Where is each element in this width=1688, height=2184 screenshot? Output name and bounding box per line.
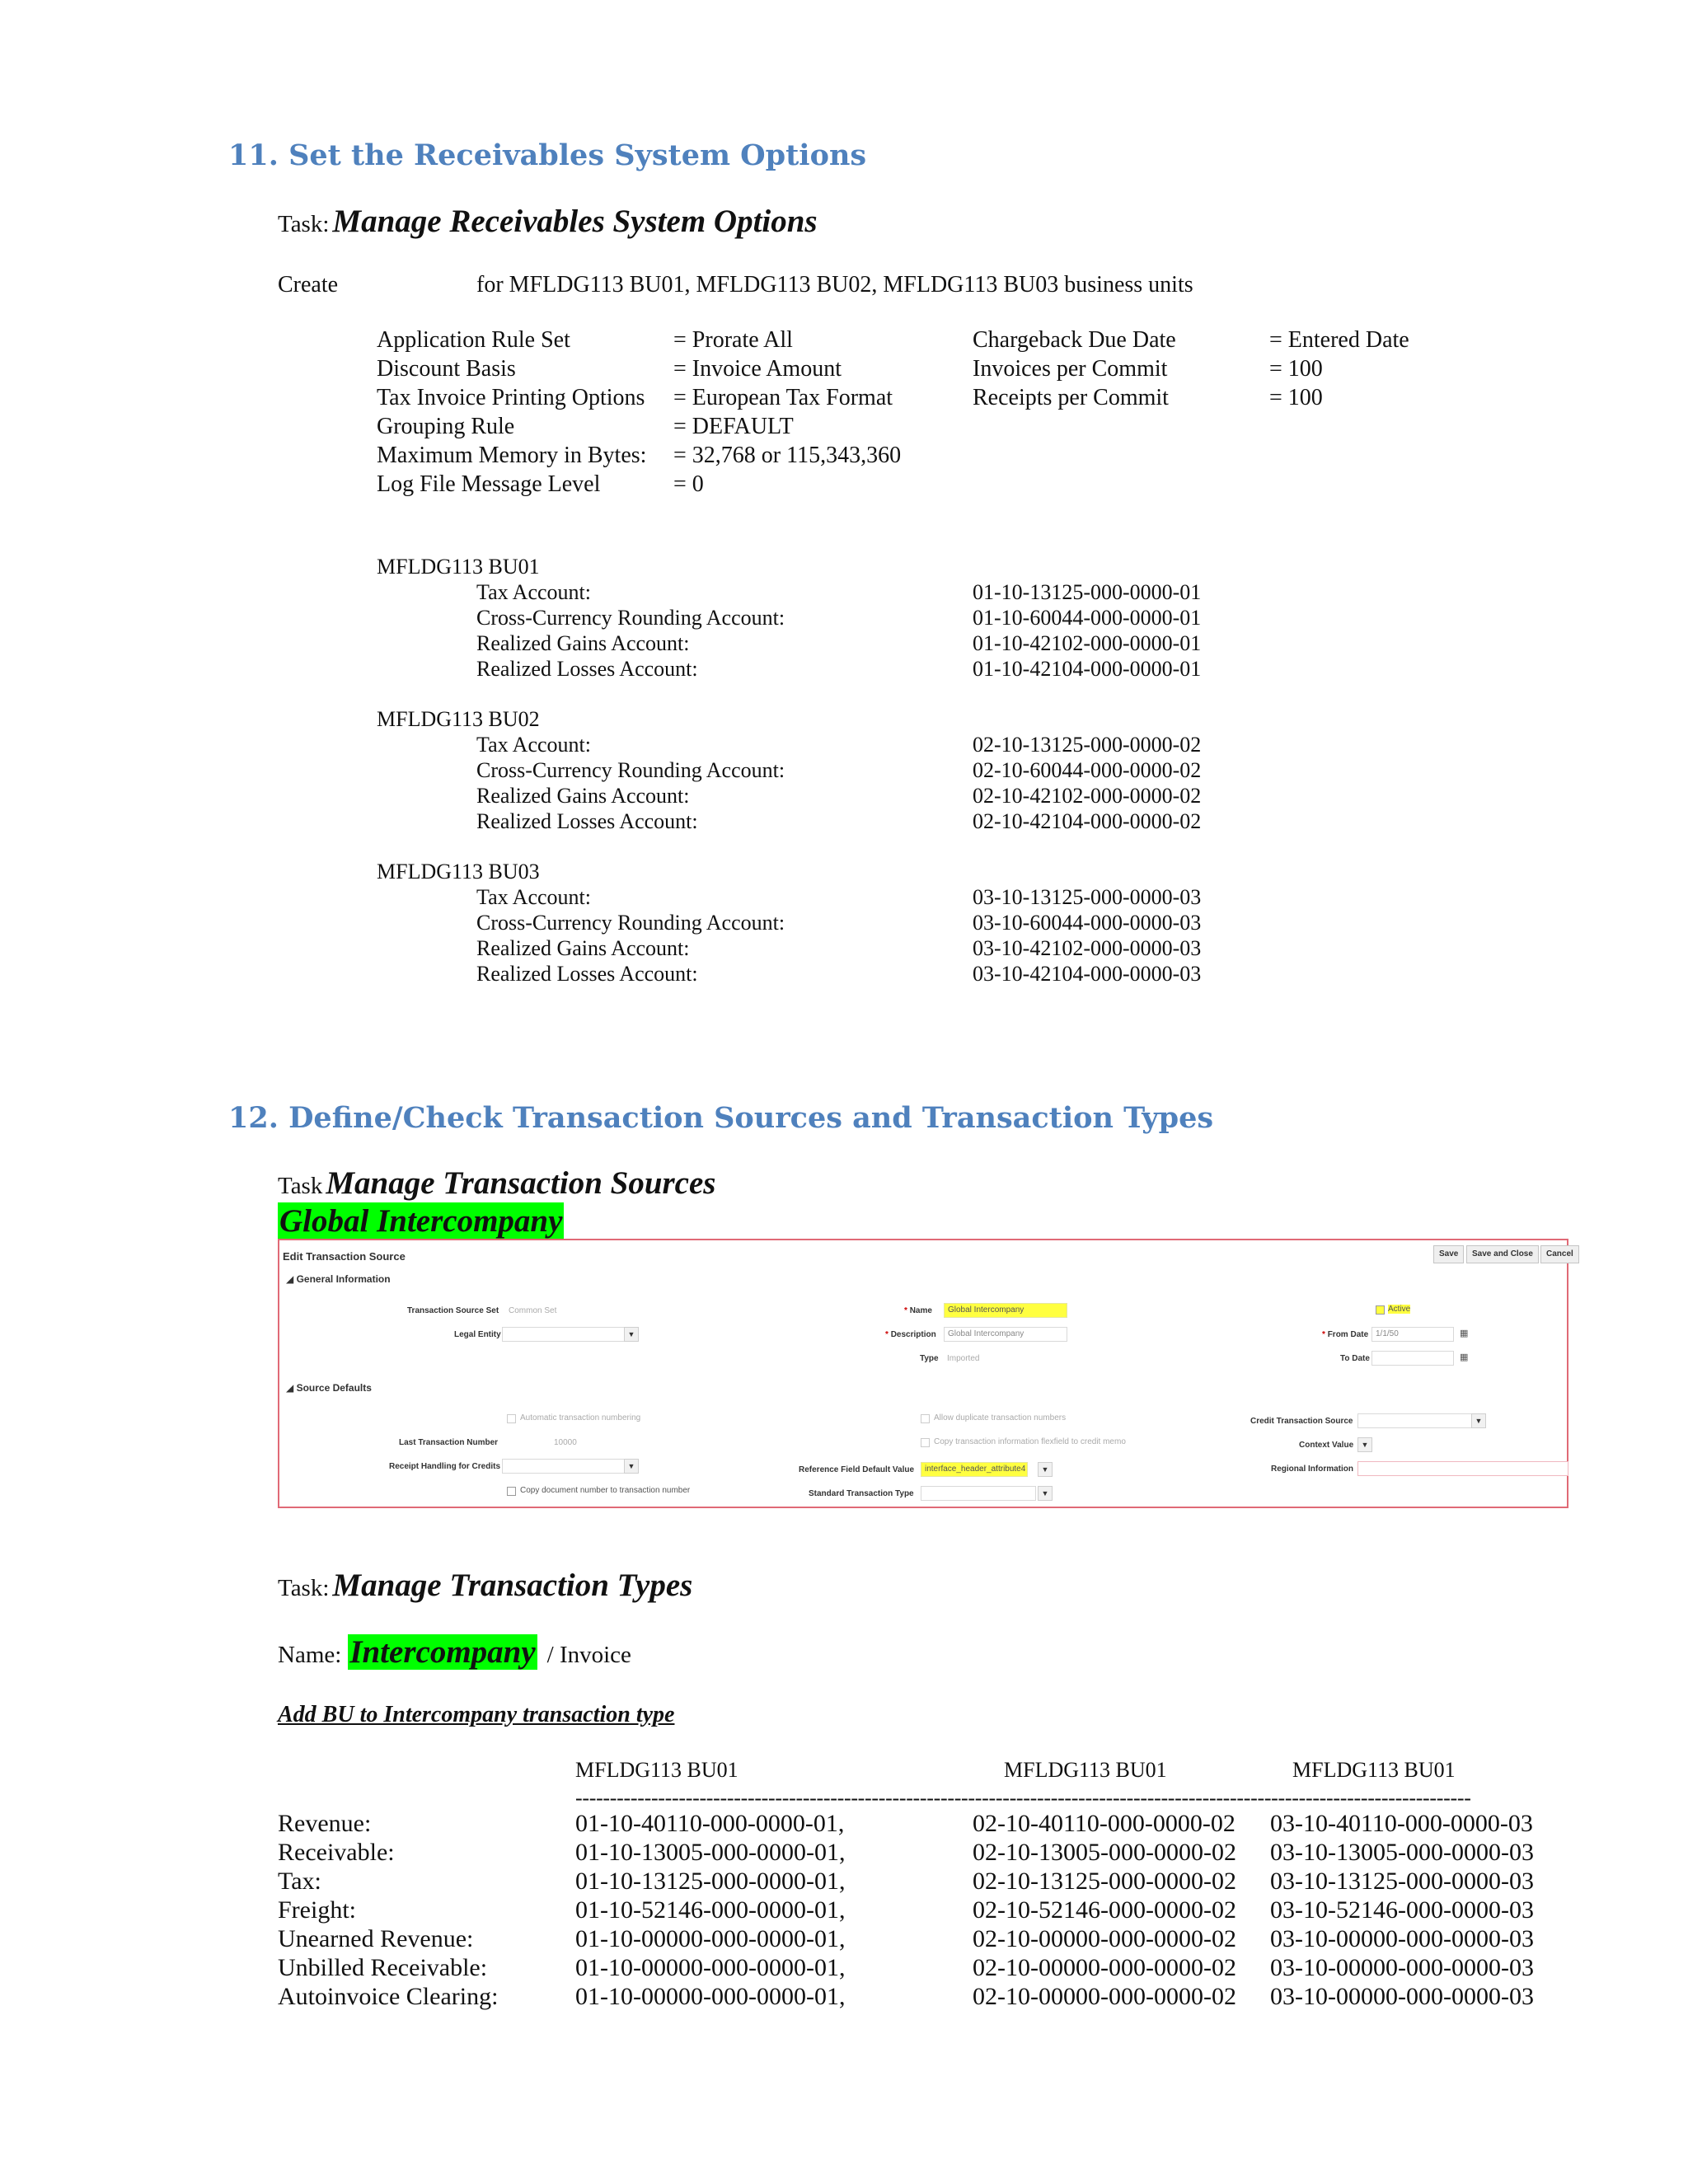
row-cell: 02-10-40110-000-0000-02 [973,1810,1236,1837]
row-label: Autoinvoice Clearing: [278,1983,499,2010]
row-cell: 02-10-00000-000-0000-02 [973,1983,1236,2010]
column-header: MFLDG113 BU01 [1292,1758,1456,1782]
account-label: Realized Losses Account: [476,962,698,986]
section-12-heading: 12. Define/Check Transaction Sources and Transaction Types [228,1101,1214,1135]
receipt-handling-label: Receipt Handling for Credits [389,1462,501,1471]
section-11-heading: 11. Set the Receivables System Options [228,138,867,172]
option-label: Grouping Rule [377,414,515,439]
option-value: = European Tax Format [673,385,893,410]
account-value: 01-10-42104-000-0000-01 [973,657,1202,681]
account-label: Cross-Currency Rounding Account: [476,606,785,630]
type-value: Imported [947,1354,980,1363]
source-defaults-label: Source Defaults [296,1382,372,1394]
row-label: Unearned Revenue: [278,1925,474,1952]
collapse-icon: ◢ [286,1273,297,1285]
option-label: Chargeback Due Date [973,327,1176,353]
row-label: Tax: [278,1868,321,1895]
name-label: Name: [278,1642,342,1668]
name-input[interactable]: Global Intercompany [944,1303,1067,1318]
edit-transaction-source-screenshot [278,1239,1573,1508]
option-label: Maximum Memory in Bytes: [377,443,647,468]
account-value: 01-10-13125-000-0000-01 [973,580,1202,604]
row-cell: 01-10-13005-000-0000-01, [575,1839,846,1866]
row-cell: 03-10-40110-000-0000-03 [1270,1810,1533,1837]
description-input[interactable]: Global Intercompany [944,1327,1067,1342]
account-label: Cross-Currency Rounding Account: [476,758,785,782]
option-value: = 0 [673,471,704,497]
account-label: Tax Account: [476,885,591,909]
table-separator: ---------------------------------------------------------------------------------------------------------------------------------- [575,1786,1471,1810]
add-bu-heading: Add BU to Intercompany transaction type [278,1702,675,1727]
row-cell: 01-10-40110-000-0000-01, [575,1810,845,1837]
account-label: Realized Losses Account: [476,809,698,833]
option-value: = Entered Date [1269,327,1409,353]
business-unit-name: MFLDG113 BU02 [377,707,540,731]
row-label: Freight: [278,1896,356,1924]
legal-entity-dropdown-icon[interactable]: ▼ [624,1327,639,1342]
standard-transaction-type-dropdown-icon[interactable]: ▼ [1038,1486,1053,1501]
row-cell: 03-10-00000-000-0000-03 [1270,1954,1534,1981]
task-title: Manage Transaction Sources [326,1165,716,1201]
transaction-source-set-label: Transaction Source Set [407,1306,499,1315]
task-title: Manage Transaction Types [332,1568,693,1603]
account-value: 01-10-60044-000-0000-01 [973,606,1202,630]
reference-field-label: Reference Field Default Value [799,1465,915,1474]
save-and-close-button[interactable]: Save and Close [1466,1245,1539,1263]
last-transaction-number-label: Last Transaction Number [399,1438,499,1447]
transaction-type-name-line [278,1633,631,1671]
auto-numbering-checkbox[interactable] [507,1414,516,1423]
row-cell: 02-10-00000-000-0000-02 [973,1954,1236,1981]
last-transaction-number-value: 10000 [554,1438,577,1447]
row-label: Revenue: [278,1810,372,1837]
create-label: Create [278,272,339,298]
column-header: MFLDG113 BU01 [575,1758,738,1782]
row-cell: 03-10-52146-000-0000-03 [1270,1896,1534,1924]
account-value: 02-10-60044-000-0000-02 [973,758,1202,782]
row-cell: 03-10-00000-000-0000-03 [1270,1983,1534,2010]
account-value: 01-10-42102-000-0000-01 [973,631,1202,655]
row-label: Receivable: [278,1839,395,1866]
copy-flexfield-checkbox[interactable] [921,1438,930,1447]
transaction-source-set-value: Common Set [509,1306,557,1315]
legal-entity-field[interactable] [502,1327,626,1342]
active-label: Active [1388,1305,1411,1314]
account-value: 02-10-13125-000-0000-02 [973,733,1202,757]
row-cell: 01-10-13125-000-0000-01, [575,1868,846,1895]
auto-numbering-label: Automatic transaction numbering [520,1413,641,1422]
task-line-types [278,1567,692,1604]
save-button[interactable]: Save [1433,1245,1464,1263]
name-label: * Name [904,1306,932,1315]
collapse-icon: ◢ [286,1382,297,1394]
account-label: Realized Gains Account: [476,784,690,808]
context-value-label: Context Value [1299,1441,1354,1450]
source-defaults-header[interactable] [286,1382,372,1394]
name-value-highlight: Intercompany [349,1634,536,1670]
copy-flexfield-label: Copy transaction information flexfield to credit memo [934,1437,1126,1446]
type-label: Type [920,1354,939,1363]
row-cell: 01-10-00000-000-0000-01, [575,1983,846,2010]
cancel-button[interactable]: Cancel [1540,1245,1579,1263]
row-label: Unbilled Receivable: [278,1954,488,1981]
task-label: Task [278,1173,323,1199]
reference-field-input[interactable]: interface_header_attribute4 [921,1462,1028,1477]
account-value: 03-10-60044-000-0000-03 [973,911,1202,935]
option-value: = 100 [1269,356,1323,382]
highlighted-source-name: Global Intercompany [279,1203,563,1239]
option-value: = 32,768 or 115,343,360 [673,443,902,468]
row-cell: 02-10-52146-000-0000-02 [973,1896,1236,1924]
row-cell: 02-10-13125-000-0000-02 [973,1868,1236,1895]
copy-doc-number-checkbox[interactable] [507,1487,516,1496]
task-line-sources [278,1165,715,1202]
row-cell: 02-10-13005-000-0000-02 [973,1839,1236,1866]
create-text: for MFLDG113 BU01, MFLDG113 BU02, MFLDG113 BU03 business units [476,272,1193,298]
credit-source-dropdown-icon[interactable]: ▼ [1471,1413,1486,1428]
reference-field-dropdown-icon[interactable]: ▼ [1038,1462,1053,1477]
calendar-icon[interactable]: ▦ [1460,1329,1469,1338]
row-cell: 03-10-13125-000-0000-03 [1270,1868,1534,1895]
account-label: Realized Gains Account: [476,631,690,655]
receipt-handling-dropdown-icon[interactable]: ▼ [624,1459,639,1474]
general-information-header[interactable] [286,1273,391,1285]
receipt-handling-field[interactable] [502,1459,626,1474]
standard-transaction-type-field[interactable] [921,1486,1036,1501]
account-value: 02-10-42104-000-0000-02 [973,809,1202,833]
description-label: * Description [885,1330,936,1339]
account-value: 03-10-42104-000-0000-03 [973,962,1202,986]
column-header: MFLDG113 BU01 [1004,1758,1167,1782]
account-label: Realized Losses Account: [476,657,698,681]
context-value-dropdown-icon[interactable]: ▼ [1357,1437,1372,1452]
to-date-label: To Date [1340,1354,1370,1363]
from-date-input[interactable]: 1/1/50 [1372,1327,1454,1342]
task-line-receivables [278,203,818,240]
standard-transaction-type-label: Standard Transaction Type [809,1489,914,1498]
option-value: = Invoice Amount [673,356,842,382]
legal-entity-label: Legal Entity [454,1330,501,1339]
option-value: = 100 [1269,385,1323,410]
regional-information-field[interactable] [1357,1461,1568,1476]
option-label: Application Rule Set [377,327,570,353]
account-value: 03-10-42102-000-0000-03 [973,936,1202,960]
to-date-input[interactable] [1372,1351,1454,1366]
business-unit-name: MFLDG113 BU03 [377,860,540,883]
account-label: Tax Account: [476,733,591,757]
allow-duplicate-label: Allow duplicate transaction numbers [934,1413,1067,1422]
task-label: Task: [278,211,330,237]
row-cell: 03-10-13005-000-0000-03 [1270,1839,1534,1866]
account-value: 03-10-13125-000-0000-03 [973,885,1202,909]
option-label: Receipts per Commit [973,385,1169,410]
name-suffix: / Invoice [546,1642,631,1668]
row-cell: 01-10-00000-000-0000-01, [575,1954,846,1981]
row-cell: 02-10-00000-000-0000-02 [973,1925,1236,1952]
task-label: Task: [278,1575,330,1601]
credit-source-field[interactable] [1357,1413,1473,1428]
general-information-label: General Information [296,1273,391,1285]
credit-source-label: Credit Transaction Source [1250,1417,1353,1426]
business-unit-name: MFLDG113 BU01 [377,555,540,579]
option-label: Invoices per Commit [973,356,1168,382]
task-title: Manage Receivables System Options [332,204,818,239]
option-value: = Prorate All [673,327,793,353]
row-cell: 01-10-00000-000-0000-01, [575,1925,846,1952]
row-cell: 03-10-00000-000-0000-03 [1270,1925,1534,1952]
option-label: Tax Invoice Printing Options [377,385,645,410]
calendar-icon[interactable]: ▦ [1460,1352,1469,1362]
option-label: Log File Message Level [377,471,601,497]
account-label: Cross-Currency Rounding Account: [476,911,785,935]
account-label: Realized Gains Account: [476,936,690,960]
account-value: 02-10-42102-000-0000-02 [973,784,1202,808]
row-cell: 01-10-52146-000-0000-01, [575,1896,846,1924]
copy-doc-number-label: Copy document number to transaction number [520,1486,691,1495]
option-value: = DEFAULT [673,414,794,439]
active-checkbox[interactable] [1376,1305,1385,1315]
screen-title: Edit Transaction Source [283,1250,406,1263]
from-date-label: * From Date [1322,1330,1369,1339]
regional-information-label: Regional Information [1271,1465,1353,1474]
allow-duplicate-checkbox[interactable] [921,1414,930,1423]
account-label: Tax Account: [476,580,591,604]
option-label: Discount Basis [377,356,516,382]
